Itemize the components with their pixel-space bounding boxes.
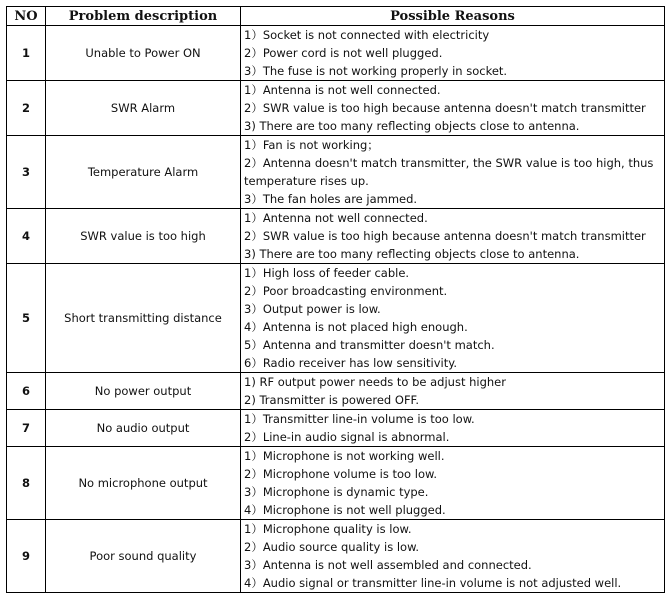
header-possible-reasons: Possible Reasons — [241, 7, 665, 26]
reason-line: 1）Fan is not working； — [244, 138, 379, 152]
row-number: 4 — [7, 209, 46, 264]
row-number: 9 — [7, 520, 46, 593]
row-number: 2 — [7, 81, 46, 136]
problem-description: No power output — [46, 373, 241, 410]
row-number: 5 — [7, 264, 46, 373]
problem-description: Temperature Alarm — [46, 136, 241, 209]
possible-reasons — [241, 209, 665, 264]
problem-description: No audio output — [46, 410, 241, 447]
reason-line: 3) There are too many reflecting objects close to antenna. — [244, 119, 580, 133]
reason-line: 3）The fuse is not working properly in socket. — [244, 64, 508, 78]
header-no: NO — [7, 7, 46, 26]
possible-reasons — [241, 410, 665, 447]
reason-line: 2）Microphone volume is too low. — [244, 467, 437, 481]
problem-description: No microphone output — [46, 447, 241, 520]
problem-description: Unable to Power ON — [46, 26, 241, 81]
table-row — [7, 410, 665, 447]
row-number: 7 — [7, 410, 46, 447]
reason-line: 1) RF output power needs to be adjust higher — [244, 375, 506, 389]
reason-line: 3）Output power is low. — [244, 302, 381, 316]
reason-line: 2) Transmitter is powered OFF. — [244, 393, 419, 407]
table-row — [7, 26, 665, 81]
header-problem-description: Problem description — [46, 7, 241, 26]
reason-line: 2）Power cord is not well plugged. — [244, 46, 443, 60]
possible-reasons — [241, 520, 665, 593]
reason-line: 5）Antenna and transmitter doesn't match. — [244, 338, 495, 352]
problem-description: SWR value is too high — [46, 209, 241, 264]
possible-reasons — [241, 136, 665, 209]
table-row — [7, 81, 665, 136]
problem-description: Poor sound quality — [46, 520, 241, 593]
reason-line: 2）SWR value is too high because antenna doesn't match transmitter — [244, 101, 646, 115]
possible-reasons — [241, 81, 665, 136]
reason-line: 2）Antenna doesn't match transmitter, the SWR value is too high, thus temperature rises up. — [244, 156, 654, 188]
troubleshooting-table — [6, 6, 665, 593]
table-row — [7, 264, 665, 373]
reason-line: 2）Audio source quality is low. — [244, 540, 420, 554]
reason-line: 1）Microphone is not working well. — [244, 449, 445, 463]
row-number: 3 — [7, 136, 46, 209]
table-row — [7, 209, 665, 264]
reason-line: 3）The fan holes are jammed. — [244, 192, 418, 206]
problem-description: SWR Alarm — [46, 81, 241, 136]
row-number: 6 — [7, 373, 46, 410]
table-header-row — [7, 7, 665, 26]
reason-line: 2）Poor broadcasting environment. — [244, 284, 448, 298]
reason-line: 4）Audio signal or transmitter line-in volume is not adjusted well. — [244, 576, 622, 590]
problem-description: Short transmitting distance — [46, 264, 241, 373]
possible-reasons — [241, 264, 665, 373]
row-number: 8 — [7, 447, 46, 520]
reason-line: 1）Socket is not connected with electricity — [244, 28, 490, 42]
reason-line: 3）Antenna is not well assembled and connected. — [244, 558, 532, 572]
table-row — [7, 520, 665, 593]
table-row — [7, 136, 665, 209]
reason-line: 1）Microphone quality is low. — [244, 522, 412, 536]
reason-line: 3）Microphone is dynamic type. — [244, 485, 429, 499]
reason-line: 4）Microphone is not well plugged. — [244, 503, 446, 517]
table-row — [7, 447, 665, 520]
reason-line: 1）Transmitter line-in volume is too low. — [244, 412, 475, 426]
reason-line: 1）High loss of feeder cable. — [244, 266, 410, 280]
possible-reasons — [241, 26, 665, 81]
reason-line: 2）Line-in audio signal is abnormal. — [244, 430, 450, 444]
reason-line: 6）Radio receiver has low sensitivity. — [244, 356, 458, 370]
reason-line: 4）Antenna is not placed high enough. — [244, 320, 468, 334]
possible-reasons — [241, 447, 665, 520]
reason-line: 2）SWR value is too high because antenna doesn't match transmitter — [244, 229, 646, 243]
row-number: 1 — [7, 26, 46, 81]
reason-line: 3) There are too many reflecting objects close to antenna. — [244, 247, 580, 261]
table-row — [7, 373, 665, 410]
reason-line: 1）Antenna not well connected. — [244, 211, 428, 225]
reason-line: 1）Antenna is not well connected. — [244, 83, 441, 97]
possible-reasons — [241, 373, 665, 410]
